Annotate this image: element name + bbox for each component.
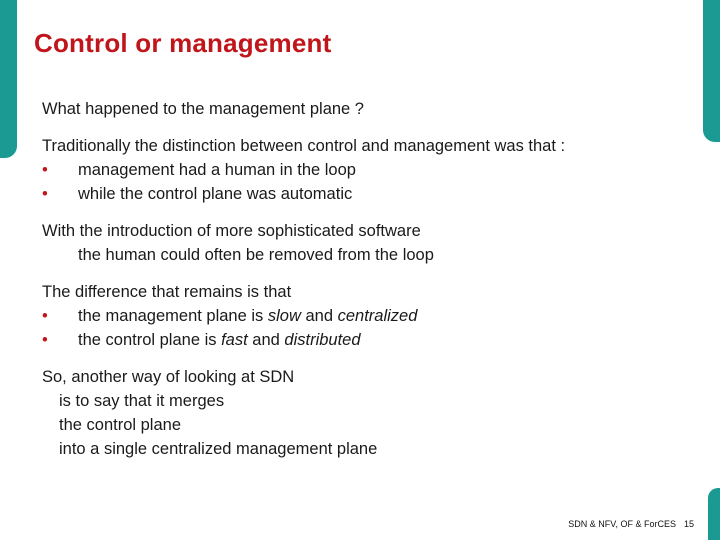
bullet-item bbox=[42, 328, 682, 352]
bullet-text: management had a human in the loop bbox=[78, 161, 356, 179]
software-intro: With the introduction of more sophisticated software bbox=[42, 222, 421, 240]
emphasis-centralized: centralized bbox=[337, 307, 418, 325]
bullet-text-mid: and bbox=[247, 331, 285, 349]
bullet-text-prefix: the control plane is bbox=[78, 331, 222, 349]
question-line: What happened to the management plane ? bbox=[42, 100, 364, 118]
right-accent-bar-bottom bbox=[708, 488, 720, 540]
bullet-icon: • bbox=[42, 331, 48, 349]
software-intro-continued: the human could often be removed from the loop bbox=[78, 246, 434, 264]
right-accent-bar bbox=[703, 0, 720, 142]
page-number: 15 bbox=[683, 519, 694, 529]
bullet-text-mid: and bbox=[300, 307, 338, 325]
bullet-icon: • bbox=[42, 307, 48, 325]
sdn-line: into a single centralized management plane bbox=[59, 440, 378, 458]
bullet-text-prefix: the management plane is bbox=[78, 307, 268, 325]
emphasis-distributed: distributed bbox=[284, 331, 361, 349]
bullet-text: while the control plane was automatic bbox=[78, 185, 353, 203]
sdn-line: So, another way of looking at SDN bbox=[42, 368, 295, 386]
traditional-intro: Traditionally the distinction between control and management was that : bbox=[42, 137, 566, 155]
bullet-icon: • bbox=[42, 185, 48, 203]
bullet-item bbox=[42, 304, 682, 328]
sdn-line: is to say that it merges bbox=[59, 392, 225, 410]
bullet-item bbox=[42, 158, 682, 182]
bullet-icon: • bbox=[42, 161, 48, 179]
emphasis-fast: fast bbox=[221, 331, 248, 349]
footer-text: SDN & NFV, OF & ForCES bbox=[568, 519, 676, 529]
left-accent-bar bbox=[0, 0, 17, 158]
slide-body bbox=[42, 97, 682, 461]
emphasis-slow: slow bbox=[267, 307, 301, 325]
slide-footer bbox=[568, 519, 694, 529]
slide-title: Control or management bbox=[34, 28, 332, 58]
bullet-item bbox=[42, 182, 682, 206]
sdn-line: the control plane bbox=[59, 416, 182, 434]
difference-intro: The difference that remains is that bbox=[42, 283, 292, 301]
